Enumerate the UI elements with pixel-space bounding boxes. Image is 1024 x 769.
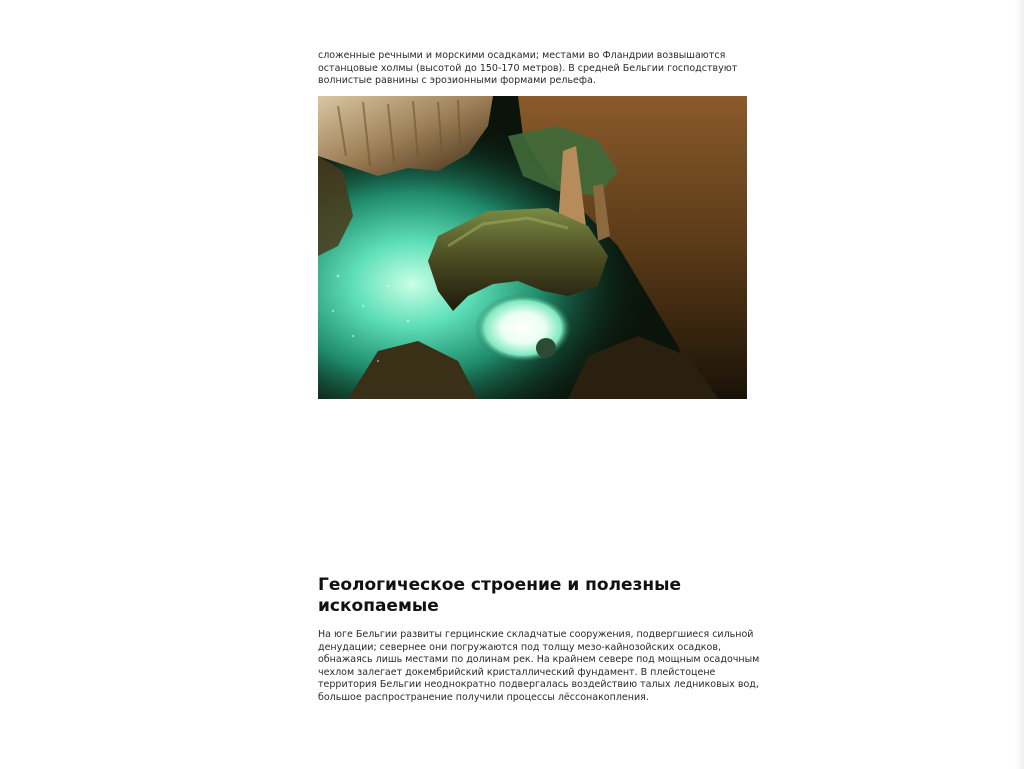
section-line: чехлом залегает докембрийский кристаллический фундамент. В плейстоцене <box>318 666 716 678</box>
cave-photo <box>318 96 747 399</box>
section-line: большое распространение получили процессы лёссонакопления. <box>318 691 649 703</box>
intro-paragraph <box>318 50 758 88</box>
section-line: обнажаясь лишь местами по долинам рек. На крайнем севере под мощным осадочным <box>318 654 760 665</box>
section-paragraph <box>318 629 758 704</box>
intro-line: волнистые равнины с эрозионными формами рельефа. <box>318 75 596 86</box>
section-heading-line: Геологическое строение и полезные <box>318 575 682 595</box>
section-line: На юге Бельгии развиты герцинские складчатые сооружения, подвергшиеся сильной <box>318 629 754 640</box>
intro-line: останцовые холмы (высотой до 150-170 метров). В средней Бельгии господствуют <box>318 62 738 74</box>
section-line: денудации; севернее они погружаются под толщу мезо-кайнозойских осадков, <box>318 641 721 653</box>
section-line: территория Бельгии неоднократно подвергалась воздействию талых ледниковых вод, <box>318 679 759 690</box>
section-heading-line: ископаемые <box>318 596 439 616</box>
section-heading <box>318 575 758 617</box>
intro-line: сложенные речными и морскими осадками; местами во Фландрии возвышаются <box>318 50 726 61</box>
